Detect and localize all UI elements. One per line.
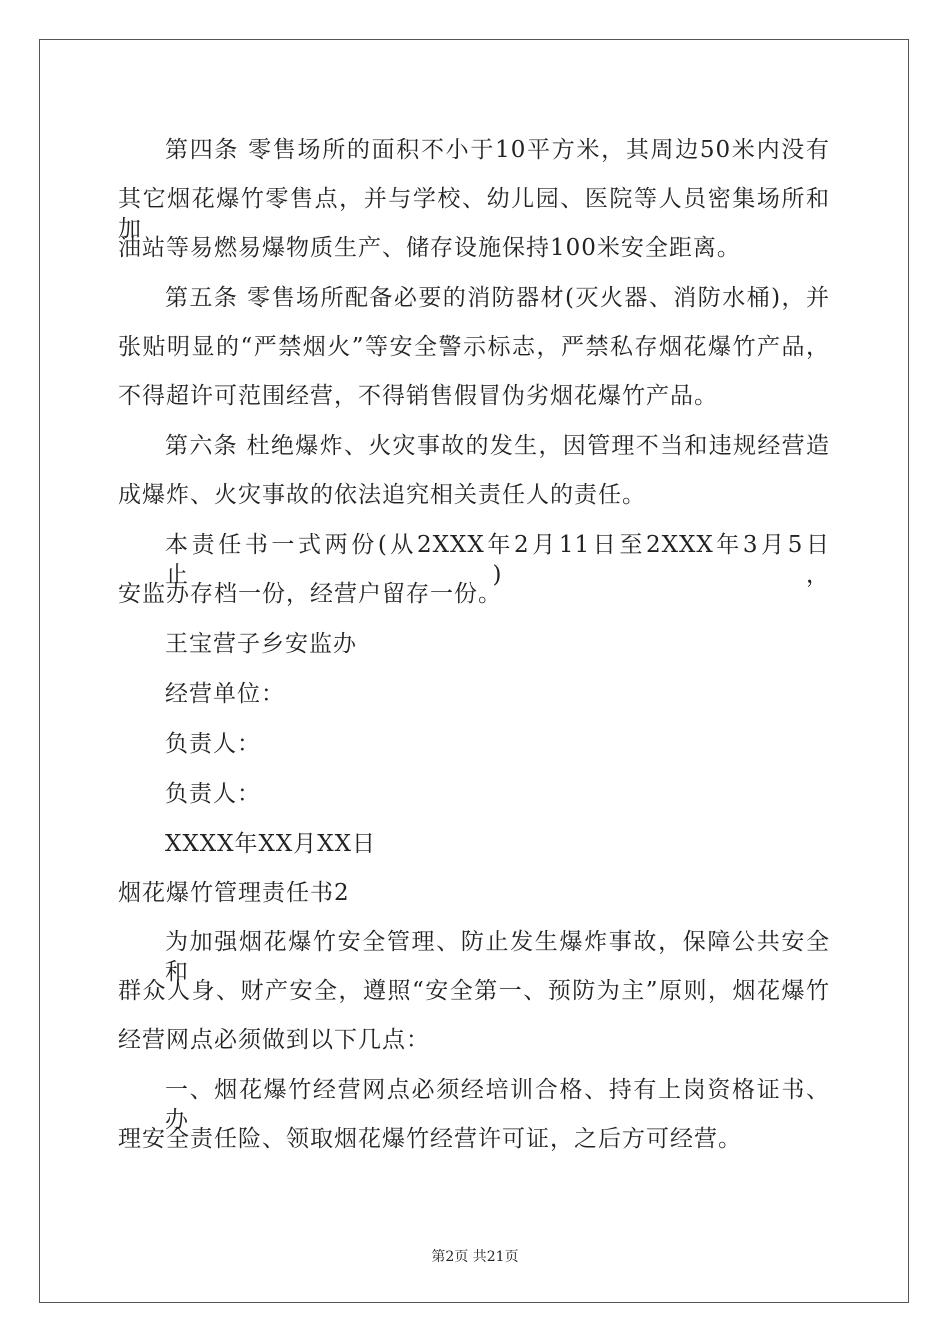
item-1-line-1: 一、烟花爆竹经营网点必须经培训合格、持有上岗资格证书、办	[165, 1077, 830, 1133]
responsible-person-line-2: 负责人：	[165, 781, 261, 807]
intro-line-1: 为加强烟花爆竹安全管理、防止发生爆炸事故，保障公共安全和	[165, 929, 830, 985]
article-6-line-2: 成爆炸、火灾事故的依法追究相关责任人的责任。	[118, 482, 646, 508]
section-title: 烟花爆竹管理责任书2	[118, 880, 350, 906]
article-6-line-1: 第六条 杜绝爆炸、火灾事故的发生，因管理不当和违规经营造	[165, 433, 830, 459]
copies-line-2: 安监办存档一份，经营户留存一份。	[118, 581, 502, 607]
article-4-line-3: 油站等易燃易爆物质生产、储存设施保持100米安全距离。	[118, 235, 741, 261]
page-number: 第2页 共21页	[431, 1249, 519, 1265]
issuer-line: 王宝营子乡安监办	[165, 631, 357, 657]
article-5-line-1: 第五条 零售场所配备必要的消防器材(灭火器、消防水桶)，并	[165, 285, 830, 311]
article-5-line-3: 不得超许可范围经营，不得销售假冒伪劣烟花爆竹产品。	[118, 383, 718, 409]
article-4-line-1: 第四条 零售场所的面积不小于10平方米，其周边50米内没有	[165, 137, 830, 163]
item-1-line-2: 理安全责任险、领取烟花爆竹经营许可证，之后方可经营。	[118, 1126, 742, 1152]
date-line: XXXX年XX月XX日	[165, 831, 376, 857]
article-4-line-2: 其它烟花爆竹零售点，并与学校、幼儿园、医院等人员密集场所和加	[118, 186, 830, 242]
intro-line-3: 经营网点必须做到以下几点：	[118, 1027, 430, 1053]
copies-line-1: 本责任书一式两份(从2XXX年2月11日至2XXX年3月5日止)，	[165, 532, 830, 588]
responsible-person-line-1: 负责人：	[165, 731, 261, 757]
intro-line-2: 群众人身、财产安全，遵照“安全第一、预防为主”原则，烟花爆竹	[118, 978, 830, 1004]
operator-unit-line: 经营单位：	[165, 681, 285, 707]
article-5-line-2: 张贴明显的“严禁烟火”等安全警示标志，严禁私存烟花爆竹产品，	[118, 334, 830, 360]
